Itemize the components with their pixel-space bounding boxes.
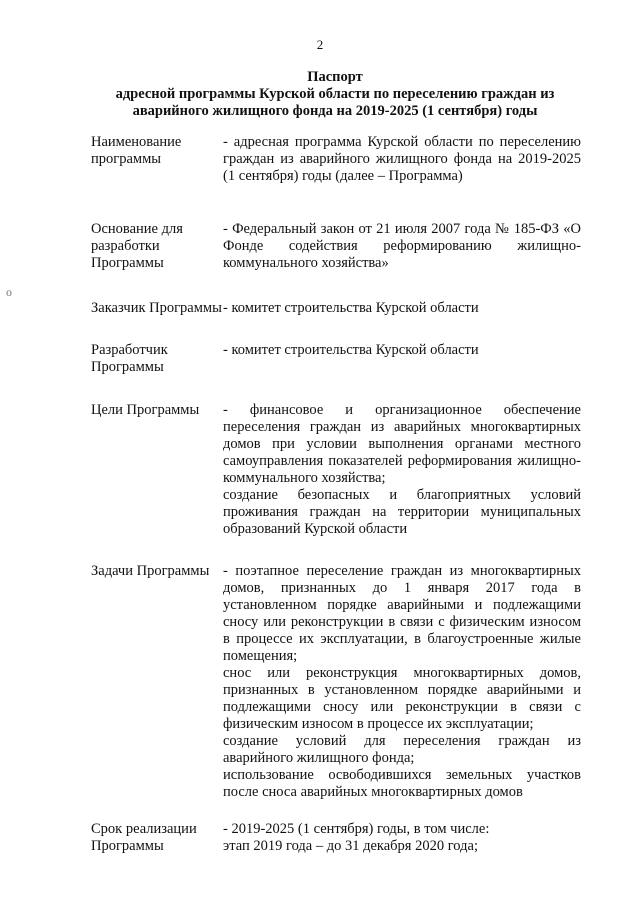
margin-mark: о — [6, 285, 12, 299]
row-value — [223, 342, 581, 376]
value-paragraph: - финансовое и организационное обеспечение переселения граждан из аварийных многоквартирных домов при условии выполнения органами местного самоуправления показателей реформирования жилищно-коммунального хозяйства; — [223, 402, 581, 486]
row-label: Задачи Программы — [91, 563, 210, 579]
value-paragraph: - Федеральный закон от 21 июля 2007 года № 185-ФЗ «О Фонде содействия реформированию жилищно-коммунального хозяйства» — [223, 221, 581, 271]
row-customer — [91, 300, 581, 317]
value-paragraph: использование освободившихся земельных участков после сноса аварийных многоквартирных домов — [223, 767, 581, 800]
title-line-2: адресной программы Курской области по переселению граждан из — [115, 86, 555, 102]
row-value — [223, 134, 581, 185]
row-program-name — [91, 134, 581, 185]
row-value — [223, 221, 581, 272]
row-label: Разработчик Программы — [91, 342, 168, 375]
row-developer — [91, 342, 581, 376]
value-paragraph: создание условий для переселения граждан из аварийного жилищного фонда; — [223, 733, 581, 766]
row-term — [91, 821, 581, 855]
row-label: Заказчик Программы — [91, 300, 222, 316]
value-paragraph: - комитет строительства Курской области — [223, 300, 479, 316]
row-goals — [91, 402, 581, 538]
row-label: Цели Программы — [91, 402, 200, 418]
value-paragraph: этап 2019 года – до 31 декабря 2020 года; — [223, 838, 478, 854]
row-value — [223, 821, 581, 855]
row-basis — [91, 221, 581, 272]
row-label: Основание для разработки Программы — [91, 221, 183, 271]
value-paragraph: снос или реконструкция многоквартирных домов, признанных в установленном порядке аварийными и подлежащими сносу или реконструкции в связи с физическим износом в процессе их эксплуатации; — [223, 665, 581, 732]
row-label: Срок реализации Программы — [91, 821, 197, 854]
title-line-1: Паспорт — [307, 69, 363, 85]
row-label: Наименование программы — [91, 134, 182, 167]
row-value — [223, 402, 581, 538]
page-number: 2 — [316, 37, 324, 52]
row-tasks — [91, 563, 581, 801]
value-paragraph: - 2019-2025 (1 сентября) годы, в том числе: — [223, 821, 490, 837]
row-value — [223, 300, 581, 317]
value-paragraph: создание безопасных и благоприятных условий проживания граждан на территории муниципальных образований Курской области — [223, 487, 581, 537]
passport-table — [91, 134, 581, 883]
document-title — [90, 69, 580, 120]
value-paragraph: - поэтапное переселение граждан из многоквартирных домов, признанных до 1 января 2017 года в установленном порядке аварийными и подлежащими сносу или реконструкции в связи с физическим износом в процессе их эксплуатации, в благоустроенные жилые помещения; — [223, 563, 581, 664]
value-paragraph: - комитет строительства Курской области — [223, 342, 479, 358]
row-value — [223, 563, 581, 801]
value-paragraph: - адресная программа Курской области по переселению граждан из аварийного жилищного фонда на 2019-2025 (1 сентября) годы (далее – Программа) — [223, 134, 581, 184]
title-line-3: аварийного жилищного фонда на 2019-2025 (1 сентября) годы — [132, 103, 538, 119]
